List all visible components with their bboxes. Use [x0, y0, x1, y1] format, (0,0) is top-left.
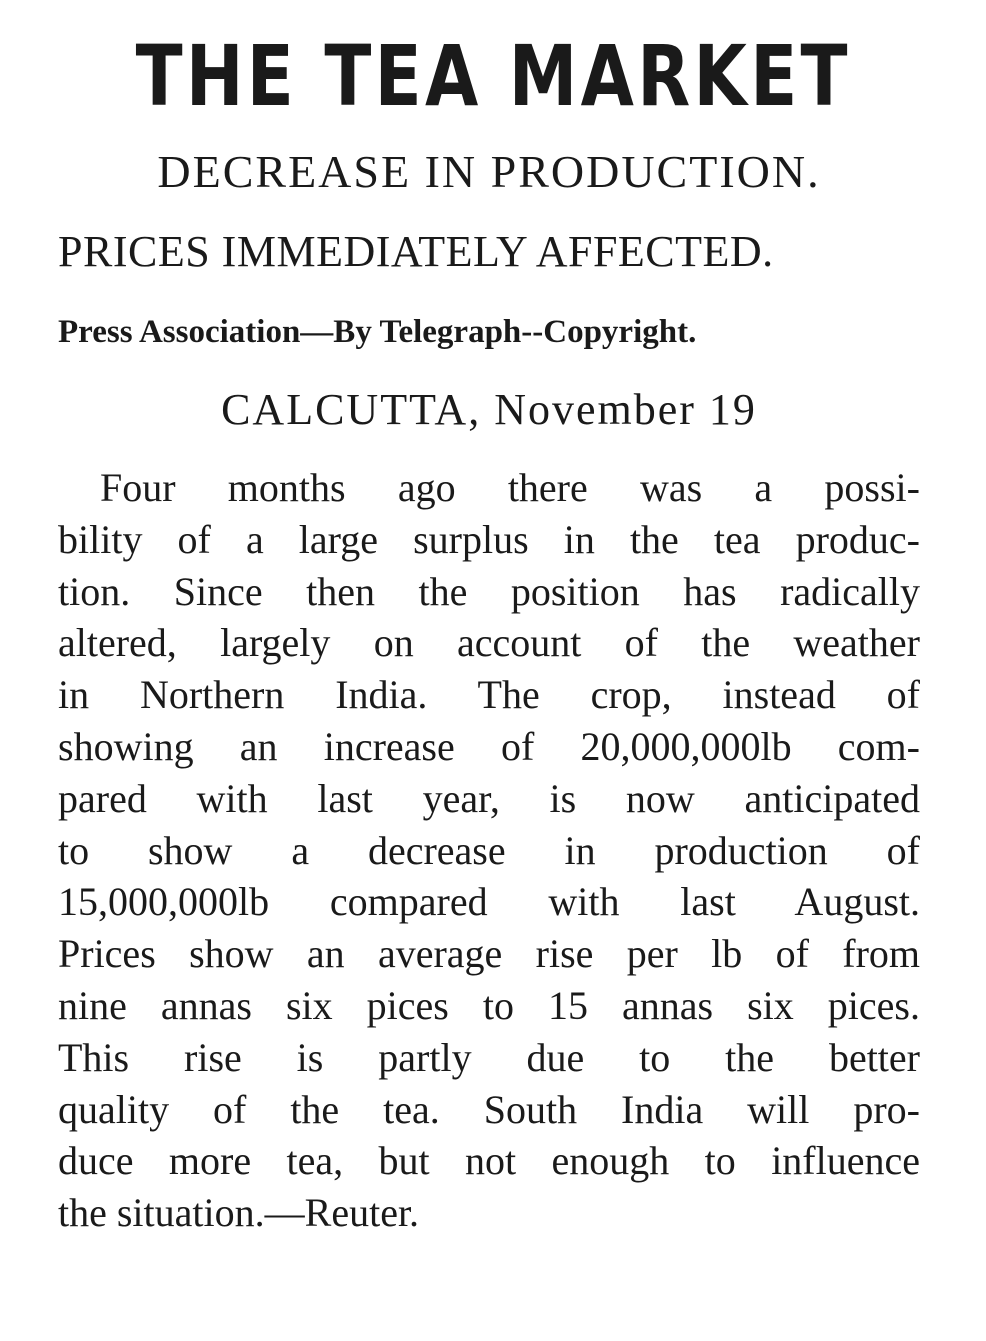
body-line: to show a decrease in production of — [58, 827, 920, 873]
body-line: duce more tea, but not enough to influence — [58, 1138, 920, 1184]
body-line: the situation.—Reuter. — [58, 1190, 420, 1236]
article-body — [58, 462, 920, 1239]
newspaper-clipping — [58, 26, 920, 1239]
body-line: 15,000,000lb compared with last August. — [58, 879, 920, 925]
body-line: altered, largely on account of the weather — [58, 620, 920, 666]
body-line: tion. Since then the position has radically — [58, 568, 920, 614]
body-line: This rise is partly due to the better — [58, 1034, 920, 1080]
body-line: nine annas six pices to 15 annas six pices. — [58, 982, 920, 1028]
subheadline-prices: PRICES IMMEDIATELY AFFECTED. — [58, 227, 774, 276]
body-line: Prices show an average rise per lb of from — [58, 931, 920, 977]
body-line: bility of a large surplus in the tea produc- — [58, 516, 920, 562]
body-line: in Northern India. The crop, instead of — [58, 672, 920, 718]
body-line: Four months ago there was a possi- — [100, 465, 920, 510]
subheadline-decrease: DECREASE IN PRODUCTION. — [157, 146, 821, 197]
headline: THE TEA MARKET — [135, 27, 851, 125]
press-credit: Press Association—By Telegraph--Copyright. — [58, 314, 697, 350]
body-line: pared with last year, is now anticipated — [58, 775, 920, 821]
dateline: CALCUTTA, November 19 — [221, 385, 757, 434]
body-line: showing an increase of 20,000,000lb com- — [58, 723, 920, 769]
body-line: quality of the tea. South India will pro- — [58, 1086, 920, 1132]
